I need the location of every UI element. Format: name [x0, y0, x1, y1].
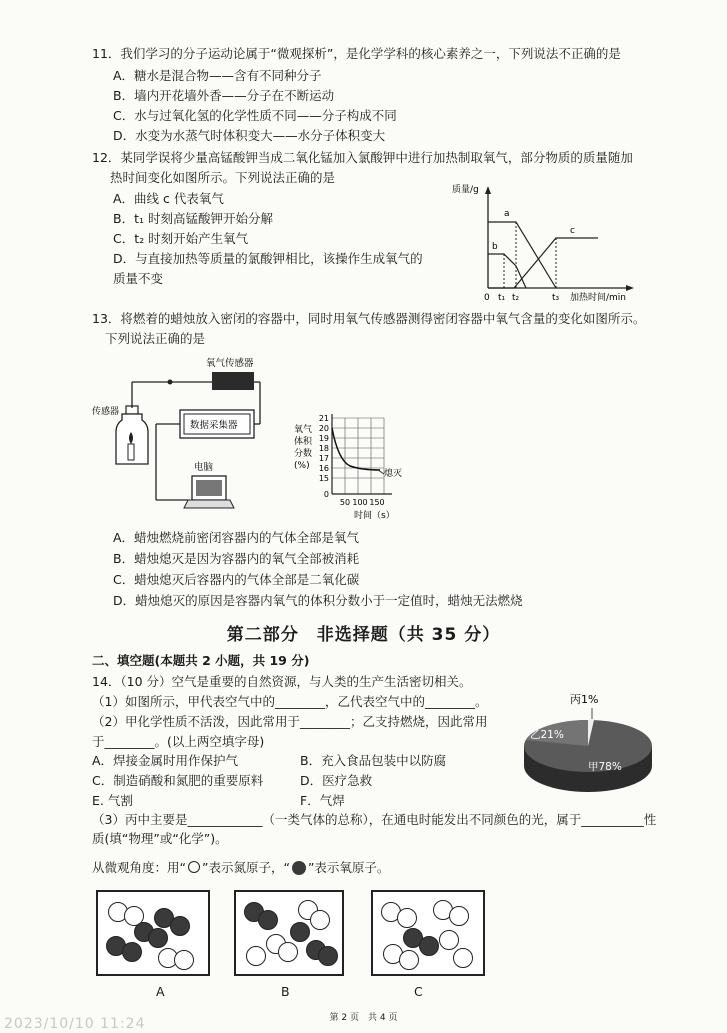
choice-a: A．焊接金属时用作保护气 [92, 753, 239, 768]
svg-text:150: 150 [369, 498, 385, 507]
q12-stem-line1: 12．某同学误将少量高锰酸钾当成二氧化锰加入氯酸钾中进行加热制取氧气，部分物质的质量随加 [92, 150, 633, 165]
graph-xlabel: 时间（s） [354, 511, 395, 521]
collector-label: 数据采集器 [190, 420, 238, 431]
tick-t3: t₃ [552, 293, 560, 303]
label-a: a [504, 209, 510, 219]
choice-b: B．充入食品包装中以防腐 [300, 753, 447, 768]
particle-box-b [234, 890, 344, 976]
box-label-b: B [281, 984, 290, 999]
svg-text:18: 18 [318, 444, 329, 453]
q11-option-a: A．糖水是混合物——含有不同种分子 [113, 68, 322, 83]
q14-part1: （1）如图所示，甲代表空气中的________，乙代表空气中的________。 [92, 694, 488, 709]
q12-option-a: A．曲线 c 代表氧气 [113, 191, 224, 206]
origin-label: 0 [484, 293, 490, 303]
particle-box-c [371, 890, 485, 976]
q14-part3-line1: （3）丙中主要是____________（一类气体的总称），在通电时能发出不同颜色的光，属于__________性 [92, 812, 657, 827]
side-label: 传感器 [92, 407, 120, 417]
q12-option-c: C．t₂ 时刻开始产生氧气 [113, 231, 249, 246]
section-title: 二、填空题(本题共 2 小题，共 19 分) [92, 653, 310, 668]
label-b: b [492, 242, 498, 252]
q14-part2-line1: （2）甲化学性质不活泼，因此常用于________；乙支持燃烧，因此常用 [92, 714, 488, 729]
label-c: c [570, 226, 575, 236]
svg-text:体积: 体积 [294, 437, 313, 447]
choice-c: C．制造硝酸和氮肥的重要原料 [92, 773, 264, 788]
choice-f: F．气焊 [300, 793, 345, 808]
graph-ylabel [294, 423, 313, 471]
q13-option-a: A．蜡烛燃烧前密闭容器内的气体全部是氧气 [113, 530, 360, 545]
q13-option-b: B．蜡烛熄灭是因为容器内的氧气全部被消耗 [113, 551, 360, 566]
svg-text:氧气: 氧气 [294, 425, 313, 435]
q13-option-c: C．蜡烛熄灭后容器内的气体全部是二氧化碳 [113, 572, 360, 587]
q14-part2-line2: 于________。(以上两空填字母) [92, 734, 265, 749]
computer-label: 电脑 [194, 462, 214, 473]
choice-d: D．医疗急救 [300, 773, 373, 788]
box-label-c: C [414, 984, 423, 999]
svg-text:0: 0 [323, 490, 329, 499]
q11-stem: 11．我们学习的分子运动论属于“微观探析”，是化学学科的核心素养之一，下列说法不正确的是 [92, 46, 621, 61]
pie-label-yi: 乙21% [530, 729, 564, 741]
q12-stem-line2: 热时间变化如图所示。下列说法正确的是 [110, 170, 336, 185]
curve-b [488, 254, 526, 288]
box-label-a: A [156, 984, 165, 999]
oxygen-sensor [212, 372, 254, 390]
q11-option-b: B．墙内开花墙外香——分子在不断运动 [113, 88, 335, 103]
q13-stem-line2: 下列说法正确的是 [105, 331, 206, 346]
q14-part3-line2: 质(填“物理”或“化学”)。 [92, 831, 228, 846]
extinguish-label: 熄灭 [384, 469, 403, 479]
graph-ylabel: 质量/g [452, 185, 479, 195]
graph-xlabel: 加热时间/min [570, 293, 627, 303]
timestamp-watermark: 2023/10/10 11:24 [4, 1016, 146, 1032]
svg-text:16: 16 [318, 464, 329, 473]
pie-label-jia: 甲78% [588, 761, 622, 773]
choice-e: E. 气割 [92, 793, 133, 808]
q11-option-c: C．水与过氧化氢的化学性质不同——分子构成不同 [113, 108, 397, 123]
oxygen-atom-icon [292, 861, 306, 875]
mass-time-graph [448, 178, 653, 306]
tick-t2: t₂ [512, 293, 520, 303]
svg-text:(%): (%) [294, 461, 310, 471]
nitrogen-atom-icon [188, 861, 200, 873]
q13-option-d: D．蜡烛熄灭的原因是容器内氧气的体积分数小于一定值时，蜡烛无法燃烧 [113, 593, 523, 608]
svg-text:21: 21 [318, 414, 329, 423]
svg-text:分数: 分数 [294, 449, 313, 459]
q12-option-b: B．t₁ 时刻高锰酸钾开始分解 [113, 211, 273, 226]
x-tick-labels [340, 498, 385, 507]
q12-option-d: D．与直接加热等质量的氯酸钾相比，该操作生成氧气的 [113, 251, 423, 266]
svg-text:17: 17 [318, 454, 329, 463]
air-composition-pie [516, 686, 666, 801]
svg-text:50: 50 [339, 498, 351, 507]
oxygen-graph [292, 408, 422, 526]
svg-text:19: 19 [318, 434, 329, 443]
q14-stem: 14．（10 分）空气是重要的自然资源，与人类的生产生活密切相关。 [92, 674, 472, 689]
micro-legend: 从微观角度：用“ ”表示氮原子，“ ”表示氧原子。 [92, 860, 390, 875]
y-tick-labels [319, 414, 329, 499]
svg-text:100: 100 [352, 498, 368, 507]
part2-title: 第二部分 非选择题（共 35 分） [226, 625, 501, 645]
q13-stem-line1: 13．将燃着的蜡烛放入密闭的容器中，同时用氧气传感器测得密闭容器中氧气含量的变化如图所示。 [92, 311, 646, 326]
q11-option-d: D．水变为水蒸气时体积变大——水分子体积变大 [113, 128, 386, 143]
page-footer: 第 2 页 共 4 页 [329, 1013, 398, 1023]
sensor-label: 氧气传感器 [206, 358, 254, 369]
pie-label-bing: 丙1% [570, 693, 599, 706]
particle-box-a [96, 890, 210, 976]
svg-text:20: 20 [318, 424, 329, 433]
oxygen-curve [332, 428, 380, 470]
svg-text:15: 15 [318, 474, 329, 483]
apparatus-diagram [88, 352, 278, 522]
q12-option-d-cont: 质量不变 [113, 271, 164, 286]
tick-t1: t₁ [498, 293, 506, 303]
